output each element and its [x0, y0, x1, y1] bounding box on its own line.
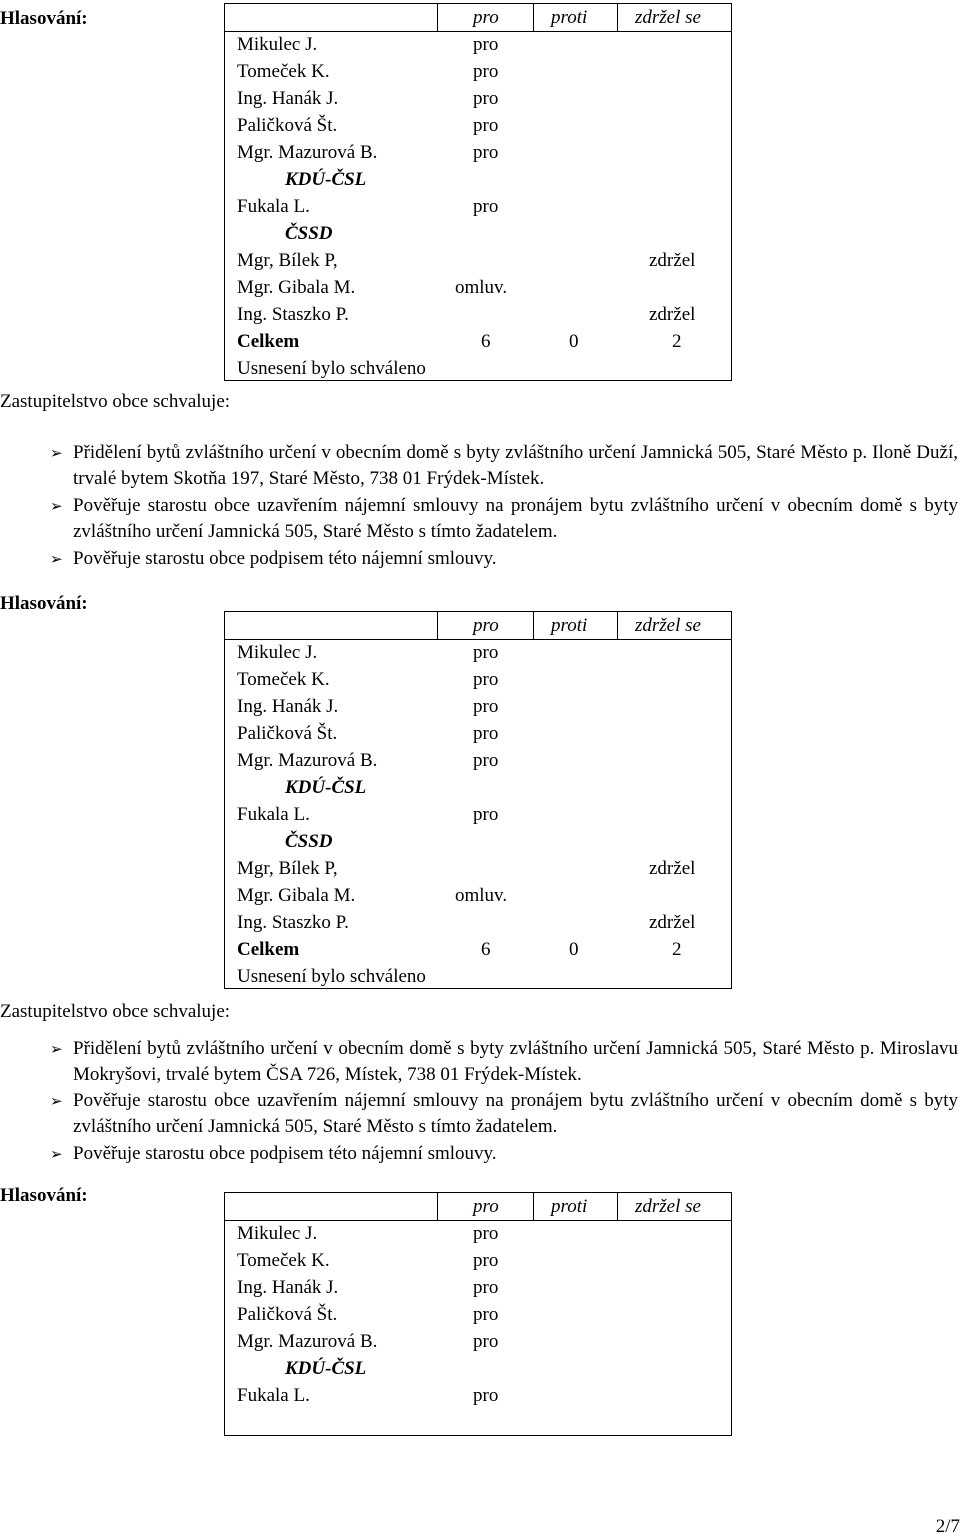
member-name: Tomeček K.	[237, 1250, 330, 1271]
header-zdrzel: zdržel se	[635, 7, 701, 28]
table-row	[225, 1301, 731, 1328]
member-name: Fukala L.	[237, 196, 310, 217]
resolution-item: Pověřuje starostu obce podpisem této nájemní smlouvy.	[73, 548, 497, 569]
total-row	[225, 328, 731, 355]
result-text: Usnesení bylo schváleno	[237, 358, 426, 379]
table-row	[225, 274, 731, 301]
total-proti: 0	[569, 939, 579, 960]
table-row	[225, 693, 731, 720]
resolution-item: Pověřuje starostu obce uzavřením nájemní smlouvy na pronájem bytu zvláštního určení v obecním domě s byty zvláštního určení Jamnická 505, Staré Město s tímto žadatelem.	[73, 495, 958, 542]
vote-value: pro	[473, 1277, 499, 1298]
table-row	[225, 1382, 731, 1409]
hlasovani-label: Hlasování:	[0, 1185, 88, 1206]
total-zdrzel: 2	[672, 939, 682, 960]
member-name: Mgr. Mazurová B.	[237, 750, 378, 771]
vote-value: omluv.	[455, 885, 508, 906]
header-pro: pro	[473, 7, 499, 28]
member-name: Ing. Staszko P.	[237, 912, 349, 933]
member-name: Ing. Hanák J.	[237, 696, 339, 717]
vote-value: zdržel	[649, 250, 696, 271]
vote-value: pro	[473, 88, 499, 109]
total-label: Celkem	[237, 331, 300, 352]
table-row	[225, 31, 731, 58]
table-row	[225, 301, 731, 328]
party-row	[225, 220, 731, 247]
member-name: Mgr, Bílek P,	[237, 858, 338, 879]
table-row	[225, 139, 731, 166]
vote-value: omluv.	[455, 277, 508, 298]
table-row	[225, 1247, 731, 1274]
table-row	[225, 909, 731, 936]
table-row	[225, 1220, 731, 1247]
divider	[617, 4, 618, 31]
vote-value: pro	[473, 196, 499, 217]
total-proti: 0	[569, 331, 579, 352]
table-row	[225, 112, 731, 139]
table-header-row	[225, 612, 731, 639]
total-pro: 6	[481, 331, 491, 352]
member-name: Mikulec J.	[237, 34, 318, 55]
party-row	[225, 828, 731, 855]
table-row	[225, 666, 731, 693]
vote-value: pro	[473, 804, 499, 825]
member-name: Tomeček K.	[237, 669, 330, 690]
vote-value: pro	[473, 142, 499, 163]
member-name: Ing. Hanák J.	[237, 1277, 339, 1298]
header-proti: proti	[551, 7, 588, 28]
header-proti: proti	[551, 615, 588, 636]
header-zdrzel: zdržel se	[635, 615, 701, 636]
table-row	[225, 747, 731, 774]
header-pro: pro	[473, 615, 499, 636]
result-row	[225, 963, 731, 990]
page-number: 2/7	[935, 1516, 960, 1537]
vote-value: pro	[473, 115, 499, 136]
party-row	[225, 166, 731, 193]
table-header-row	[225, 4, 731, 31]
section-title: Zastupitelstvo obce schvaluje:	[0, 1001, 231, 1022]
member-name: Mgr. Gibala M.	[237, 885, 356, 906]
table-row	[225, 639, 731, 666]
vote-value: pro	[473, 1250, 499, 1271]
resolution-item: Přidělení bytů zvláštního určení v obecním domě s byty zvláštního určení Jamnická 505, Staré Město p. Miroslavu Mokryšovi, trvalé bytem ČSA 726, Místek, 738 01 Frýdek-Místek.	[73, 1038, 958, 1085]
divider	[533, 612, 534, 639]
party-name: KDÚ-ČSL	[285, 1358, 367, 1379]
member-name: Paličková Št.	[237, 723, 338, 744]
vote-value: pro	[473, 1385, 499, 1406]
header-pro: pro	[473, 1196, 499, 1217]
vote-value: pro	[473, 61, 499, 82]
member-name: Fukala L.	[237, 1385, 310, 1406]
member-name: Mgr. Gibala M.	[237, 277, 356, 298]
vote-value: pro	[473, 669, 499, 690]
member-name: Paličková Št.	[237, 1304, 338, 1325]
arrow-bullet-icon: ➢	[50, 1094, 63, 1110]
table-row	[225, 1328, 731, 1355]
arrow-bullet-icon: ➢	[50, 499, 63, 515]
table-row	[225, 247, 731, 274]
total-zdrzel: 2	[672, 331, 682, 352]
member-name: Tomeček K.	[237, 61, 330, 82]
member-name: Mikulec J.	[237, 1223, 318, 1244]
vote-table	[224, 611, 732, 989]
vote-table	[224, 3, 732, 381]
divider	[437, 4, 438, 31]
result-row	[225, 355, 731, 382]
member-name: Fukala L.	[237, 804, 310, 825]
party-name: ČSSD	[285, 223, 333, 244]
party-row	[225, 1355, 731, 1382]
table-row	[225, 193, 731, 220]
divider	[617, 612, 618, 639]
vote-value: pro	[473, 750, 499, 771]
member-name: Mgr, Bílek P,	[237, 250, 338, 271]
section-title: Zastupitelstvo obce schvaluje:	[0, 391, 231, 412]
table-row	[225, 58, 731, 85]
member-name: Ing. Staszko P.	[237, 304, 349, 325]
table-row	[225, 1274, 731, 1301]
vote-value: pro	[473, 723, 499, 744]
total-row	[225, 936, 731, 963]
result-text: Usnesení bylo schváleno	[237, 966, 426, 987]
party-name: ČSSD	[285, 831, 333, 852]
table-row	[225, 85, 731, 112]
table-header-row	[225, 1193, 731, 1220]
divider	[437, 1193, 438, 1220]
hlasovani-label: Hlasování:	[0, 593, 88, 614]
party-name: KDÚ-ČSL	[285, 777, 367, 798]
arrow-bullet-icon: ➢	[50, 1147, 63, 1163]
member-name: Ing. Hanák J.	[237, 88, 339, 109]
vote-value: pro	[473, 642, 499, 663]
party-name: KDÚ-ČSL	[285, 169, 367, 190]
resolution-item: Pověřuje starostu obce podpisem této nájemní smlouvy.	[73, 1143, 497, 1164]
divider	[437, 612, 438, 639]
vote-value: pro	[473, 1223, 499, 1244]
vote-value: pro	[473, 696, 499, 717]
table-row	[225, 720, 731, 747]
table-row	[225, 855, 731, 882]
member-name: Mgr. Mazurová B.	[237, 1331, 378, 1352]
total-pro: 6	[481, 939, 491, 960]
divider	[533, 1193, 534, 1220]
vote-value: pro	[473, 1304, 499, 1325]
member-name: Mikulec J.	[237, 642, 318, 663]
table-row	[225, 882, 731, 909]
vote-value: pro	[473, 1331, 499, 1352]
table-row	[225, 801, 731, 828]
arrow-bullet-icon: ➢	[50, 552, 63, 568]
member-name: Mgr. Mazurová B.	[237, 142, 378, 163]
hlasovani-label: Hlasování:	[0, 8, 88, 29]
arrow-bullet-icon: ➢	[50, 1042, 63, 1058]
header-proti: proti	[551, 1196, 588, 1217]
party-row	[225, 774, 731, 801]
resolution-item: Přidělení bytů zvláštního určení v obecním domě s byty zvláštního určení Jamnická 505, Staré Město p. Iloně Duží, trvalé bytem Skotňa 197, Staré Město, 738 01 Frýdek-Místek.	[73, 442, 958, 489]
total-label: Celkem	[237, 939, 300, 960]
header-zdrzel: zdržel se	[635, 1196, 701, 1217]
vote-value: zdržel	[649, 912, 696, 933]
vote-table	[224, 1192, 732, 1436]
divider	[533, 4, 534, 31]
resolution-item: Pověřuje starostu obce uzavřením nájemní smlouvy na pronájem bytu zvláštního určení v obecním domě s byty zvláštního určení Jamnická 505, Staré Město s tímto žadatelem.	[73, 1090, 958, 1137]
arrow-bullet-icon: ➢	[50, 446, 63, 462]
vote-value: zdržel	[649, 858, 696, 879]
vote-value: zdržel	[649, 304, 696, 325]
member-name: Paličková Št.	[237, 115, 338, 136]
divider	[617, 1193, 618, 1220]
vote-value: pro	[473, 34, 499, 55]
